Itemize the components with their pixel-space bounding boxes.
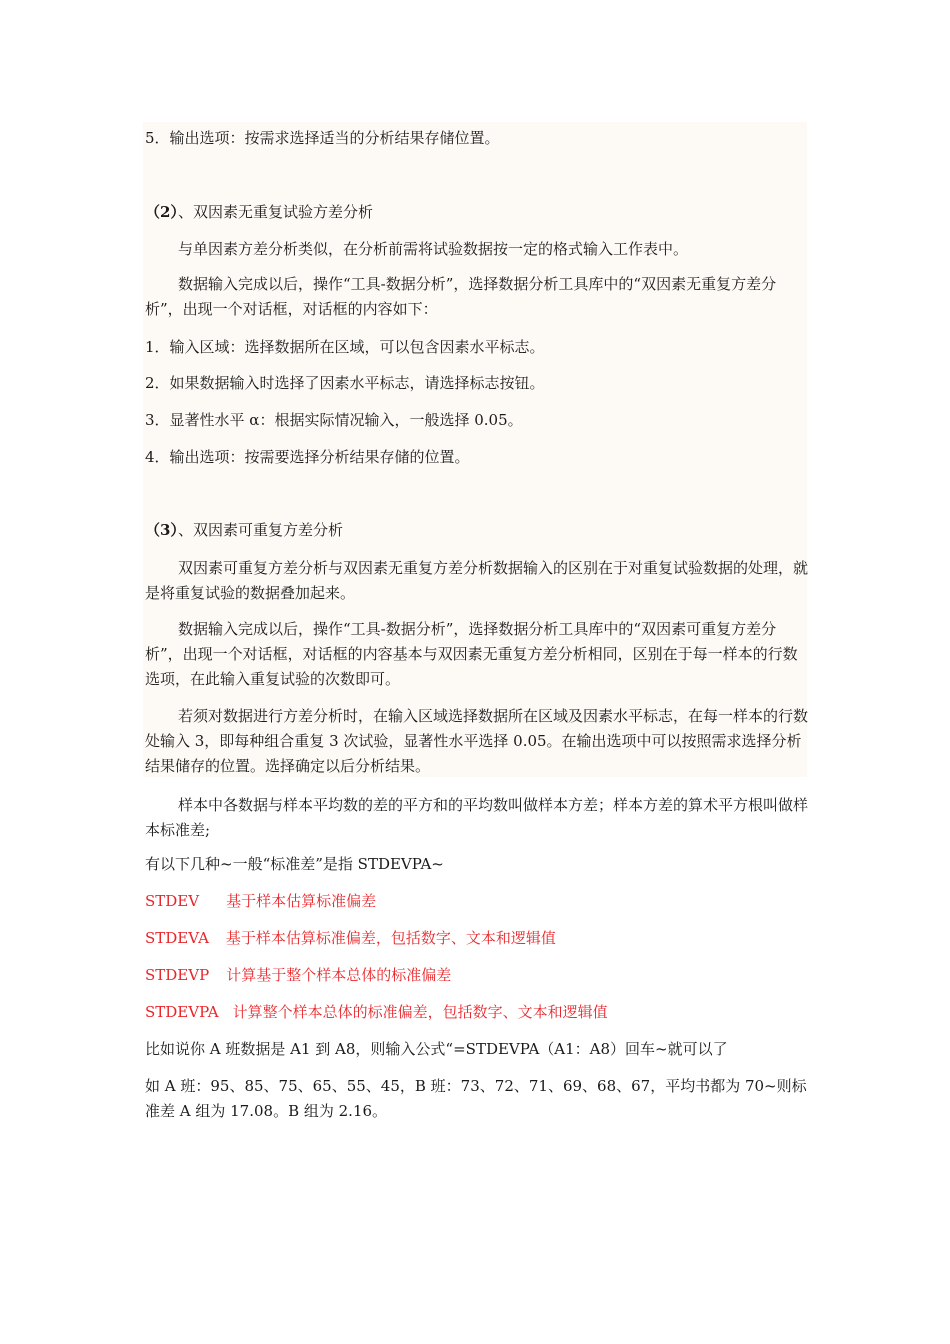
function-stdev: [145, 890, 376, 912]
item-5-output-option: 5．输出选项：按需求选择适当的分析结果存储位置。: [145, 129, 500, 147]
section-3-heading: [145, 519, 343, 541]
section-2-item-2: 2．如果数据输入时选择了因素水平标志，请选择标志按钮。: [145, 374, 545, 392]
section-2-paragraph-2: 数据输入完成以后，操作“工具-数据分析”，选择数据分析工具库中的“双因素无重复方差分析”，出现一个对话框，对话框的内容如下：: [145, 275, 777, 318]
section-2-item-1: 1．输入区域：选择数据所在区域，可以包含因素水平标志。: [145, 338, 545, 356]
section-2-heading: [145, 201, 373, 223]
section-3-paragraph-3: 若须对数据进行方差分析时，在输入区域选择数据所在区域及因素水平标志，在每一样本的行数处输入 3，即每种组合重复 3 次试验，显著性水平选择 0.05。在输出选项中可以按照需求选择分析结果储存的位置。选择确定以后分析结果。: [145, 707, 809, 775]
function-stdeva: [145, 927, 556, 949]
std-kinds-line: 有以下几种~一般“标准差”是指 STDEVPA~: [145, 855, 444, 873]
section-3-paragraph-1: 双因素可重复方差分析与双因素无重复方差分析数据输入的区别在于对重复试验数据的处理，就是将重复试验的数据叠加起来。: [145, 559, 809, 602]
function-name: STDEVP: [145, 966, 210, 984]
function-stdevpa: [145, 1001, 608, 1023]
function-name: STDEVPA: [145, 1003, 219, 1021]
section-3-paragraph-2: 数据输入完成以后，操作“工具-数据分析”，选择数据分析工具库中的“双因素可重复方差分析”，出现一个对话框，对话框的内容基本与双因素无重复方差分析相同，区别在于每一样本的行数选项，在此输入重复试验的次数即可。: [145, 620, 798, 688]
function-desc: 计算基于整个样本总体的标准偏差: [226, 966, 452, 984]
example-values-paragraph: 如 A 班：95、85、75、65、55、45，B 班：73、72、71、69、68、67，平均书都为 70~则标准差 A 组为 17.08。B 组为 2.16。: [145, 1077, 807, 1120]
section-3-title: 、双因素可重复方差分析: [177, 521, 343, 539]
variance-definition: 样本中各数据与样本平均数的差的平方和的平均数叫做样本方差；样本方差的算术平方根叫做样本标准差;: [145, 796, 809, 839]
section-2-title: 、双因素无重复试验方差分析: [177, 203, 373, 221]
section-2-item-4: 4．输出选项：按需要选择分析结果存储的位置。: [145, 448, 470, 466]
section-2-item-3: 3．显著性水平 α：根据实际情况输入，一般选择 0.05。: [145, 411, 523, 429]
function-stdevp: [145, 964, 451, 986]
function-desc: 基于样本估算标准偏差: [226, 892, 377, 910]
function-desc: 基于样本估算标准偏差，包括数字、文本和逻辑值: [225, 929, 556, 947]
function-name: STDEVA: [145, 929, 209, 947]
section-2-number: （2）: [145, 203, 178, 221]
function-desc: 计算整个样本总体的标准偏差，包括数字、文本和逻辑值: [232, 1003, 608, 1021]
function-name: STDEV: [145, 892, 200, 910]
example-formula-line: 比如说你 A 班数据是 A1 到 A8，则输入公式“=STDEVPA（A1：A8）回车~就可以了: [145, 1040, 728, 1058]
section-3-number: （3）: [145, 521, 178, 539]
section-2-paragraph-1: 与单因素方差分析类似，在分析前需将试验数据按一定的格式输入工作表中。: [178, 240, 689, 258]
